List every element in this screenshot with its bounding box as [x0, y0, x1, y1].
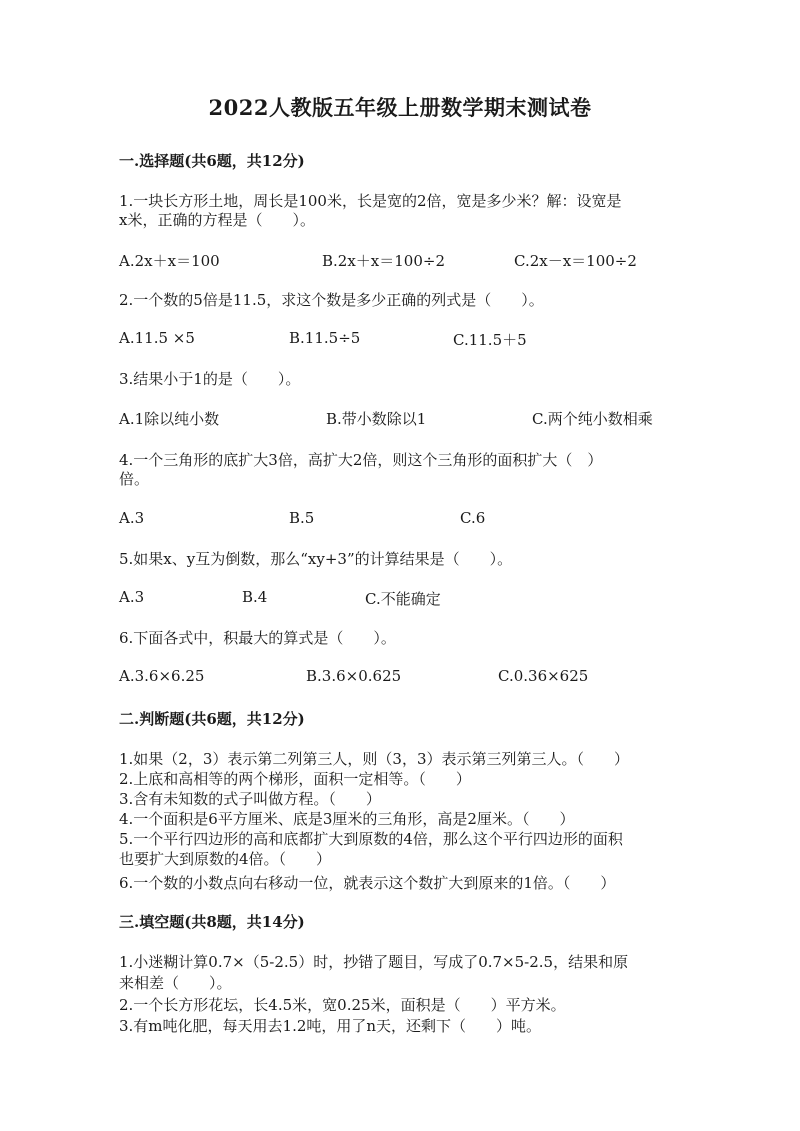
- option-b: B.5: [289, 509, 315, 527]
- question-text: 3.结果小于1的是（ ）。: [119, 370, 301, 388]
- option-a: A.11.5 ×5: [119, 329, 195, 347]
- option-c: C.0.36×625: [498, 667, 589, 685]
- option-a: A.2x＋x＝100: [119, 252, 220, 270]
- judgment-item: 3.含有未知数的式子叫做方程。（ ）: [119, 790, 381, 808]
- question-text: 4.一个三角形的底扩大3倍，高扩大2倍，则这个三角形的面积扩大（ ）: [119, 451, 603, 469]
- option-b: B.11.5÷5: [289, 329, 361, 347]
- judgment-item: 6.一个数的小数点向右移动一位，就表示这个数扩大到原来的1倍。（ ）: [119, 874, 616, 892]
- question-text: 倍。: [119, 470, 150, 488]
- option-b: B.3.6×0.625: [306, 667, 402, 685]
- question-text: x米，正确的方程是（ ）。: [119, 211, 315, 229]
- option-a: A.1除以纯小数: [119, 410, 220, 428]
- fill-item: 1.小迷糊计算0.7×（5-2.5）时，抄错了题目，写成了0.7×5-2.5，结果和原: [119, 953, 629, 971]
- option-c: C.2x－x＝100÷2: [514, 252, 637, 270]
- judgment-item: 2.上底和高相等的两个梯形，面积一定相等。（ ）: [119, 770, 471, 788]
- option-b: B.4: [242, 588, 268, 606]
- question-text: 6.下面各式中，积最大的算式是（ ）。: [119, 629, 396, 647]
- fill-item: 3.有m吨化肥，每天用去1.2吨，用了n天，还剩下（ ）吨。: [119, 1017, 542, 1035]
- question-text: 1.一块长方形土地，周长是100米，长是宽的2倍，宽是多少米？解：设宽是: [119, 192, 622, 210]
- judgment-item: 4.一个面积是6平方厘米、底是3厘米的三角形，高是2厘米。（ ）: [119, 810, 575, 828]
- section-heading-choice: 一.选择题(共6题，共12分): [119, 152, 305, 170]
- option-a: A.3: [119, 509, 145, 527]
- question-text: 2.一个数的5倍是11.5，求这个数是多少正确的列式是（ ）。: [119, 291, 544, 309]
- option-a: A.3: [119, 588, 145, 606]
- fill-item: 2.一个长方形花坛，长4.5米，宽0.25米，面积是（ ）平方米。: [119, 996, 566, 1014]
- option-c: C.不能确定: [365, 590, 441, 608]
- section-heading-fill: 三.填空题(共8题，共14分): [119, 913, 305, 931]
- question-text: 5.如果x、y互为倒数，那么“xy+3”的计算结果是（ ）。: [119, 550, 513, 568]
- judgment-item: 5.一个平行四边形的高和底都扩大到原数的4倍，那么这个平行四边形的面积: [119, 830, 623, 848]
- exam-title: 2022人教版五年级上册数学期末测试卷: [208, 95, 592, 120]
- judgment-item: 1.如果（2，3）表示第二列第三人，则（3，3）表示第三列第三人。（ ）: [119, 750, 629, 768]
- fill-item: 来相差（ ）。: [119, 974, 232, 992]
- option-c: C.6: [460, 509, 486, 527]
- option-a: A.3.6×6.25: [119, 667, 205, 685]
- option-c: C.两个纯小数相乘: [532, 410, 653, 428]
- option-c: C.11.5＋5: [453, 331, 527, 349]
- section-heading-judgment: 二.判断题(共6题，共12分): [119, 710, 305, 728]
- judgment-item: 也要扩大到原数的4倍。（ ）: [119, 850, 332, 868]
- option-b: B.2x＋x＝100÷2: [322, 252, 445, 270]
- option-b: B.带小数除以1: [326, 410, 427, 428]
